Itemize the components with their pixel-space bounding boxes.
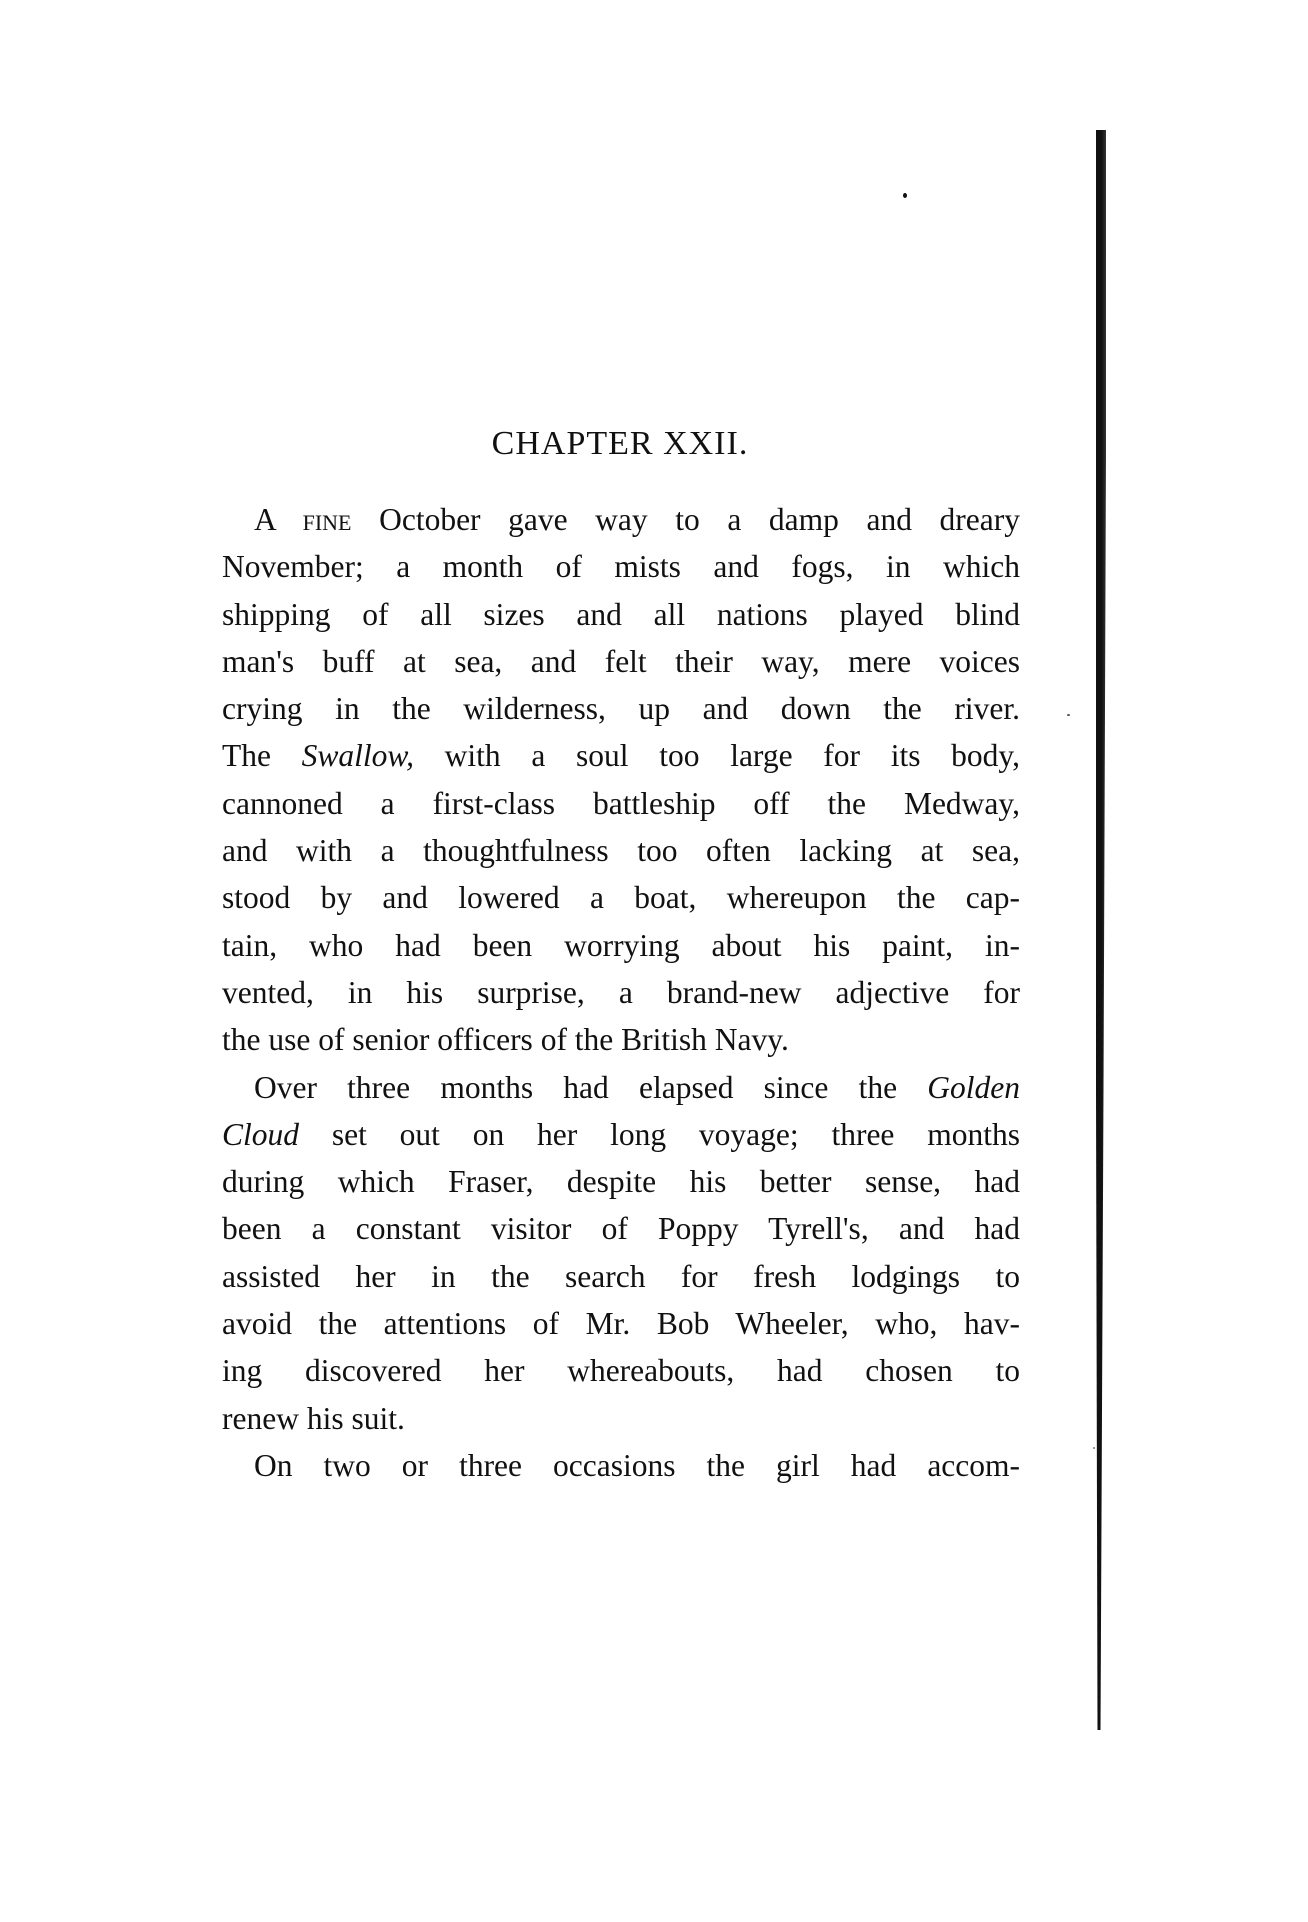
text-line: Cloud set out on her long voyage; three months [222, 1116, 1020, 1152]
text-line: A fine October gave way to a damp and dreary [254, 502, 1020, 537]
opening-smallcaps: A fine [254, 502, 352, 537]
ink-speck [1067, 714, 1070, 716]
text-line: shipping of all sizes and all nations played blind [222, 596, 1020, 632]
body-text [222, 496, 1020, 1489]
text-line: assisted her in the search for fresh lodgings to [222, 1258, 1020, 1294]
text-line: vented, in his surprise, a brand-new adjective for [222, 974, 1020, 1010]
ink-speck [1093, 1447, 1095, 1449]
text-line: and with a thoughtfulness too often lacking at sea, [222, 833, 1020, 869]
text-line: Over three months had elapsed since the Golden [254, 1069, 1020, 1105]
text-line: tain, who had been worrying about his paint, in- [222, 927, 1020, 963]
ship-name-italic: Swallow, [301, 738, 414, 774]
ship-name-italic: Cloud [222, 1116, 300, 1152]
chapter-heading: CHAPTER XXII. [491, 425, 749, 462]
text-line: renew his suit. [222, 1400, 405, 1436]
text-line: The Swallow, with a soul too large for its body, [222, 738, 1020, 774]
ship-name-italic: Golden [927, 1069, 1020, 1105]
text-line: On two or three occasions the girl had accom- [254, 1447, 1020, 1483]
text-line: crying in the wilderness, up and down the river. [222, 691, 1020, 727]
text-line: during which Fraser, despite his better sense, had [222, 1164, 1020, 1200]
ink-speck [903, 193, 907, 198]
text-line: stood by and lowered a boat, whereupon the cap- [222, 880, 1020, 916]
text-line: avoid the attentions of Mr. Bob Wheeler, who, hav- [222, 1306, 1020, 1342]
text-line: ing discovered her whereabouts, had chosen to [222, 1353, 1020, 1389]
text-line: man's buff at sea, and felt their way, mere voices [222, 643, 1020, 679]
text-line: been a constant visitor of Poppy Tyrell's, and had [222, 1211, 1020, 1247]
text-line: the use of senior officers of the British Navy. [222, 1022, 789, 1058]
text-line: November; a month of mists and fogs, in which [222, 549, 1020, 585]
page-binding-edge [1096, 130, 1106, 1730]
text-line: cannoned a first-class battleship off the Medway, [222, 785, 1020, 821]
